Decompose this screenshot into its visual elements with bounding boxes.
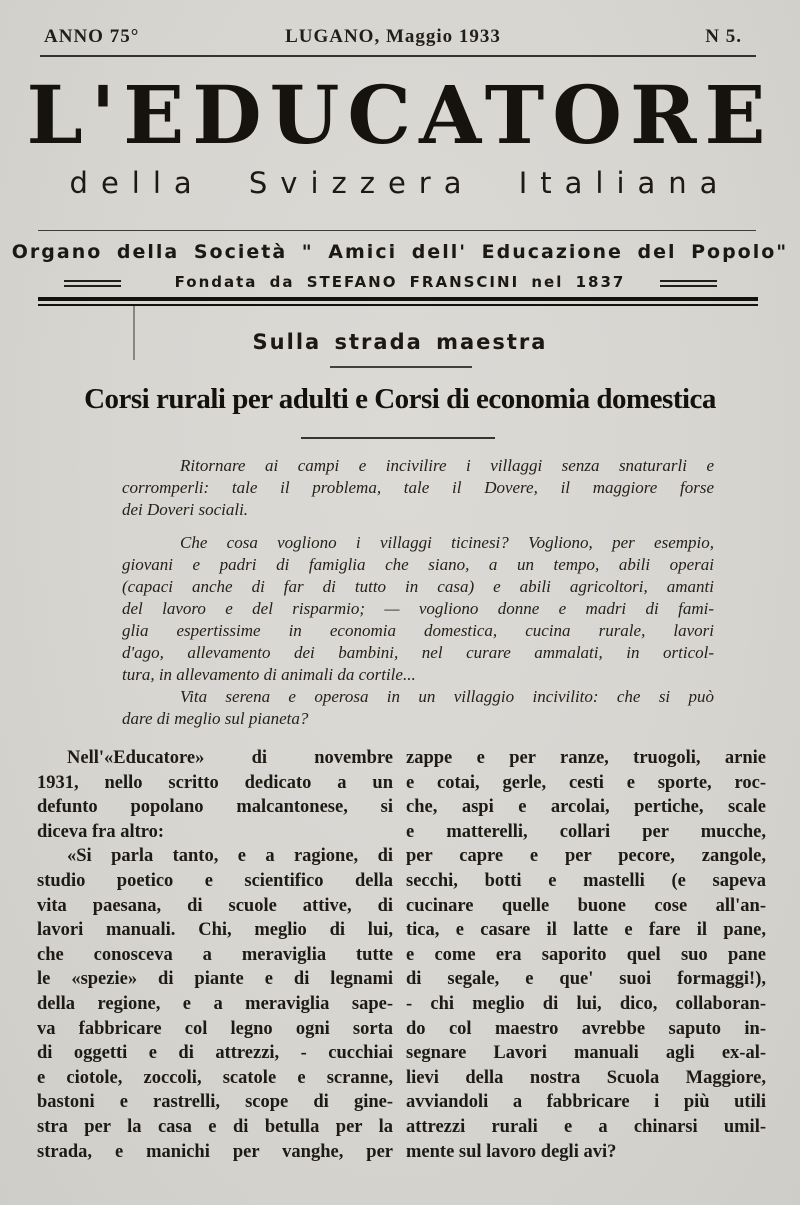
text-line: zappe e per ranze, truogoli, arnie [406, 748, 766, 768]
header-rule [40, 55, 756, 57]
text-line: stra per la casa e di betulla per la [37, 1116, 393, 1137]
text-line: che conosceva a meraviglia tutte [37, 944, 393, 965]
text-line: le «spezie» di piante e di legnami [37, 969, 393, 990]
epigraph-paragraph [122, 532, 714, 730]
text-line: bastoni e rastrelli, scope di gine- [37, 1092, 393, 1113]
text-line: diceva fra altro: [37, 821, 165, 842]
text-line: studio poetico e scientifico della [37, 870, 393, 891]
text-line: della regione, e a meraviglia sape- [37, 993, 393, 1014]
text-line: segnare Lavori manuali agli ex-al- [406, 1043, 766, 1064]
epigraph-paragraph [122, 455, 714, 521]
text-line: del lavoro e del risparmio; — vogliono donne e madri di fami- [122, 599, 714, 618]
kicker-rule [330, 366, 472, 368]
text-line: di oggetti e di attrezzi, - cucchiai [37, 1043, 393, 1064]
organ-rule-top [38, 230, 756, 231]
text-line: e ciotole, zoccoli, scatole e scranne, [37, 1067, 393, 1088]
text-line: «Si parla tanto, e a ragione, di [67, 846, 393, 867]
text-line: attrezzi rurali e a chinarsi umil- [406, 1116, 766, 1137]
text-line: strada, e manichi per vanghe, per [37, 1141, 393, 1162]
date-label: LUGANO, Maggio 1933 [285, 26, 501, 47]
article-headline: Corsi rurali per adulti e Corsi di economia domestica [84, 383, 716, 415]
text-line: corromperli: tale il problema, tale il Dovere, il maggiore forse [122, 478, 714, 497]
text-line: (capaci anche di far di tutto in casa) e abili agricoltori, amanti [122, 577, 714, 596]
text-line: va fabbricare col legno ogni sorta [37, 1018, 393, 1039]
anno-label: ANNO 75° [44, 26, 140, 47]
masthead-bottom-rule [38, 297, 758, 306]
text-line: e cotai, gerle, cesti e sporte, roc- [406, 772, 766, 793]
article-kicker: Sulla strada maestra [252, 330, 548, 354]
column-left [37, 746, 393, 1164]
text-line: glia espertissime in economia domestica, cucina rurale, lavori [122, 621, 714, 640]
text-line: mente sul lavoro degli avi? [406, 1141, 617, 1162]
founder-label: Fondata da STEFANO FRANSCINI nel 1837 [174, 273, 626, 291]
text-line: lievi della nostra Scuola Maggiore, [406, 1067, 766, 1088]
text-line: dei Doveri sociali. [122, 500, 249, 519]
text-line: avviandoli a fabbricare i più utili [406, 1092, 766, 1113]
text-line: Vita serena e operosa in un villaggio incivilito: che si può [180, 687, 714, 706]
text-line: vita paesana, di scuole attive, di [37, 895, 393, 916]
text-line: secchi, botti e mastelli (e sapeva [406, 870, 766, 891]
text-line: e matterelli, collari per mucche, [406, 821, 766, 842]
text-line: 1931, nello scritto dedicato a un [37, 772, 393, 793]
text-line: giovani e padri di famiglia che siano, a un tempo, abili operai [122, 555, 714, 574]
text-line: cucinare quelle buone cose all'an- [406, 895, 766, 916]
text-line: e come era saporito quel suo pane [406, 944, 766, 965]
text-line: che, aspi e arcolai, pertiche, scale [406, 797, 766, 818]
masthead-subtitle: della Svizzera Italiana [69, 166, 731, 200]
text-line: d'ago, allevamento dei bambini, nel curare ammalati, in orticol- [122, 643, 714, 662]
header-row [44, 26, 742, 48]
text-line: di segale, e que' suoi formaggi!), [406, 969, 766, 990]
masthead-title: L'EDUCATORE [26, 68, 774, 162]
text-line: tura, in allevamento di animali da cortile... [122, 665, 416, 684]
epigraph-block [122, 455, 714, 730]
text-line: Ritornare ai campi e incivilire i villaggi senza snaturarli e [180, 456, 714, 475]
column-right [406, 746, 766, 1164]
text-line: per capre e per pecore, zangole, [406, 846, 766, 867]
text-line: tica, e casare il latte e fare il pane, [406, 920, 766, 941]
text-line: dare di meglio sul pianeta? [122, 709, 309, 728]
headline-rule [301, 437, 495, 439]
text-line: Nell'«Educatore» di novembre [67, 748, 393, 768]
text-line: lavori manuali. Chi, meglio di lui, [37, 920, 393, 941]
text-line: Che cosa vogliono i villaggi ticinesi? Vogliono, per esempio, [180, 533, 714, 552]
text-line: defunto popolano malcantonese, si [37, 797, 393, 818]
organ-line: Organo della Società " Amici dell' Educazione del Popolo" [11, 241, 789, 263]
founder-rule-right [660, 280, 717, 287]
text-line: do col maestro avrebbe saputo in- [406, 1018, 766, 1039]
text-line: - chi meglio di lui, dico, collaboran- [406, 993, 766, 1014]
issue-label: N 5. [705, 26, 742, 47]
